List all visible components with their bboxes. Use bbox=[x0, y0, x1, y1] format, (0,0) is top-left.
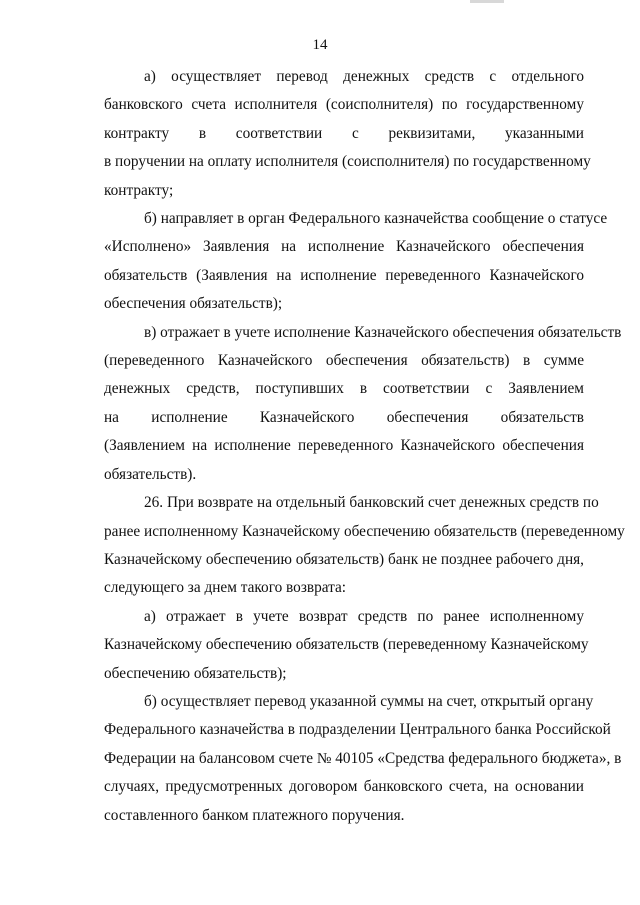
document-body bbox=[64, 63, 625, 830]
paragraph bbox=[64, 205, 608, 319]
text-line: обеспечения обязательств); bbox=[104, 295, 283, 313]
paragraph bbox=[64, 603, 589, 688]
scan-artifact bbox=[470, 0, 504, 3]
text-line: обеспечению обязательств); bbox=[104, 664, 287, 682]
text-line: а) отражает в учете возврат средств по ранее исполненному bbox=[144, 607, 584, 625]
paragraph bbox=[64, 63, 591, 205]
text-line: составленного банком платежного поручения. bbox=[104, 806, 405, 824]
text-line: (переведенного Казначейского обеспечения обязательств) в сумме bbox=[104, 352, 584, 370]
text-line: б) осуществляет перевод указанной суммы на счет, открытый органу bbox=[144, 692, 594, 710]
text-line: обязательств (Заявления на исполнение переведенного Казначейского bbox=[104, 266, 584, 284]
text-line: 26. При возврате на отдельный банковский счет денежных средств по bbox=[144, 494, 599, 512]
paragraph bbox=[64, 688, 622, 830]
text-line: следующего за днем такого возврата: bbox=[104, 579, 347, 597]
text-line: а) осуществляет перевод денежных средств с отдельного bbox=[144, 68, 584, 85]
text-line: Казначейскому обеспечению обязательств (переведенному Казначейскому bbox=[104, 636, 589, 654]
text-line: «Исполнено» Заявления на исполнение Казначейского обеспечения bbox=[104, 238, 584, 256]
text-line: контракту; bbox=[104, 181, 174, 199]
paragraph bbox=[64, 319, 622, 489]
text-line: случаях, предусмотренных договором банковского счета, на основании bbox=[104, 778, 584, 796]
text-line: ранее исполненному Казначейскому обеспечению обязательств (переведенному bbox=[104, 522, 625, 540]
text-line: на исполнение Казначейского обеспечения обязательств bbox=[104, 408, 584, 426]
text-line: Федерального казначейства в подразделении Центрального банка Российской bbox=[104, 721, 611, 739]
text-line: контракту в соответствии с реквизитами, указанными bbox=[104, 124, 584, 142]
text-line: в поручении на оплату исполнителя (соисполнителя) по государственному bbox=[104, 153, 591, 171]
text-line: обязательств). bbox=[104, 465, 197, 483]
text-line: банковского счета исполнителя (соисполнителя) по государственному bbox=[104, 96, 584, 114]
text-line: Казначейскому обеспечению обязательств) банк не позднее рабочего дня, bbox=[104, 550, 584, 568]
text-line: в) отражает в учете исполнение Казначейского обеспечения обязательств bbox=[144, 323, 622, 341]
text-line: денежных средств, поступивших в соответствии с Заявлением bbox=[104, 380, 584, 398]
page-number: 14 bbox=[312, 37, 328, 53]
text-line: Федерации на балансовом счете № 40105 «Средства федерального бюджета», в bbox=[104, 749, 622, 767]
paragraph bbox=[64, 489, 625, 603]
text-line: б) направляет в орган Федерального казначейства сообщение о статусе bbox=[144, 210, 608, 228]
text-line: (Заявлением на исполнение переведенного Казначейского обеспечения bbox=[104, 437, 584, 455]
